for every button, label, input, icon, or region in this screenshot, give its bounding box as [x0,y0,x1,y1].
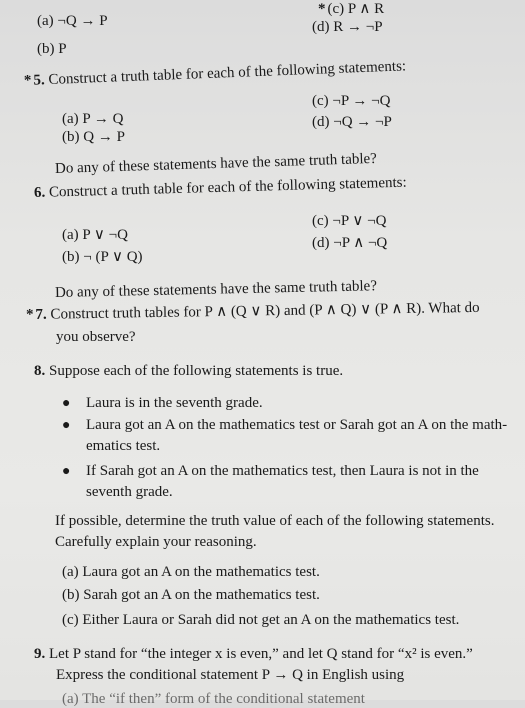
problem-7-line-1: * 7. Construct truth tables for P ∧ (Q ∨ R) and (P ∧ Q) ∨ (P ∧ R). What do [25,299,480,323]
problem-6-heading: 6. Construct a truth table for each of the following statements: [33,174,407,201]
bullet-3-line-2: seventh grade. [86,484,173,500]
prev-part-c: * (c) P ∧ R [318,1,385,17]
prev-part-a: (a) ¬Q → P [37,13,108,29]
problem-8-part-b: (b) Sarah got an A on the mathematics test. [62,587,320,603]
bullet-3-dot: ● [62,464,71,479]
problem-5-part-c: (c) ¬P → ¬Q [312,93,391,109]
problem-8-instruction-line-1: If possible, determine the truth value of each of the following statements. [55,513,495,529]
prev-part-d: (d) R → ¬P [312,19,383,35]
problem-5-part-b: (b) Q → P [62,129,125,145]
prev-part-b: (b) P [37,41,67,57]
problem-9-part-a-cut: (a) The “if then” form of the conditional statement [62,691,365,707]
problem-8-heading: 8. Suppose each of the following statements is true. [34,363,344,379]
problem-7-line-2: you observe? [56,329,136,345]
problem-8-instruction-line-2: Carefully explain your reasoning. [55,534,257,550]
problem-6-part-d: (d) ¬P ∧ ¬Q [312,235,388,251]
bullet-2-dot: ● [62,418,71,433]
problem-5-question: Do any of these statements have the same truth table? [54,150,378,177]
problem-5-part-d: (d) ¬Q → ¬P [312,114,392,130]
problem-5-part-a: (a) P → Q [62,111,124,127]
bullet-3-line-1: If Sarah got an A on the mathematics test, then Laura is not in the [86,463,479,479]
problem-6-part-a: (a) P ∨ ¬Q [62,227,128,243]
bullet-2-line-1: Laura got an A on the mathematics test or Sarah got an A on the math- [86,417,508,433]
bullet-1-dot: ● [62,396,71,411]
bullet-2-line-2: ematics test. [86,438,161,454]
problem-9-line-2: Express the conditional statement P → Q in English using [56,667,405,683]
problem-9-line-1: 9. Let P stand for “the integer x is even,” and let Q stand for “x² is even.” [34,646,473,662]
problem-6-question: Do any of these statements have the same truth table? [54,278,378,301]
bullet-1-text: Laura is in the seventh grade. [86,395,263,411]
problem-8-part-a: (a) Laura got an A on the mathematics test. [62,564,320,580]
problem-6-part-c: (c) ¬P ∨ ¬Q [312,213,387,229]
problem-8-part-c: (c) Either Laura or Sarah did not get an A on the mathematics test. [62,612,460,628]
problem-5-heading: *5. Construct a truth table for each of the following statements: [23,58,407,89]
problem-6-part-b: (b) ¬ (P ∨ Q) [62,249,143,265]
